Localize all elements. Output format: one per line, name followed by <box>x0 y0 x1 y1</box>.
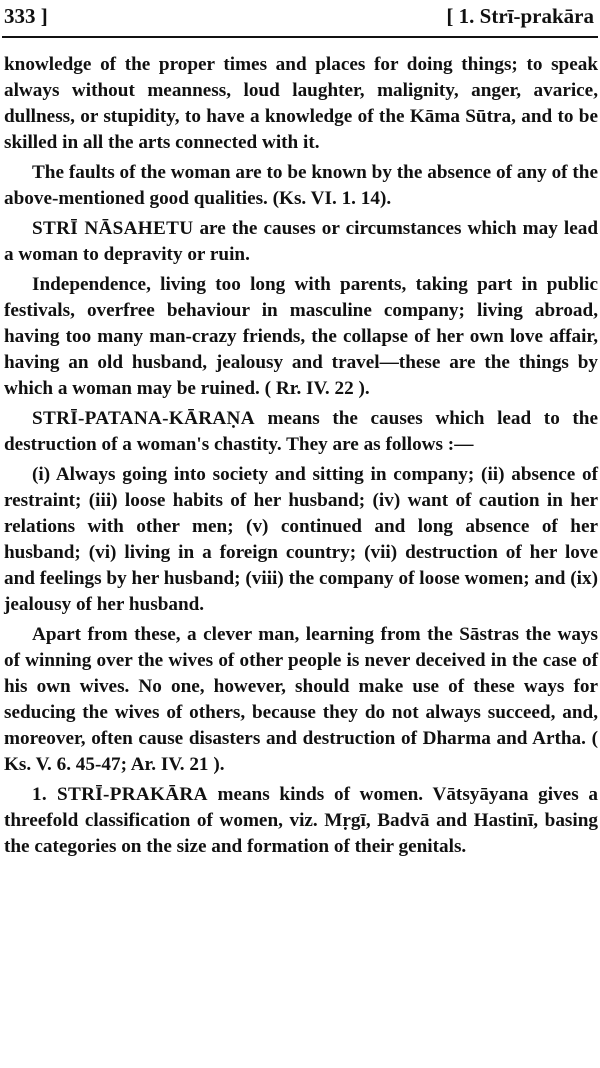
entry-term: 1. STRĪ-PRAKĀRA <box>32 784 208 805</box>
paragraph-text: Independence, living too long with parents, taking part in public festivals, overfree behaviour in masculine company; living abroad, having too many man-crazy friends, the collapse of her own love affair, having an old husband, jealousy and travel—these are the things by which a woman may be ruined. ( Rr. IV. 22 ). <box>4 274 598 399</box>
paragraph-causes-list <box>4 462 598 618</box>
page-body <box>4 52 598 864</box>
paragraph-faults <box>4 160 598 212</box>
entry-term: STRĪ-PATANA-KĀRAṆA <box>32 408 255 429</box>
entry-stri-patana-karana <box>4 406 598 458</box>
running-header <box>2 0 598 38</box>
page-number: 333 ] <box>4 4 48 28</box>
paragraph-continued <box>4 52 598 156</box>
entry-text: means the causes which lead to the destruction of a woman's chastity. They are as follows :— <box>4 408 598 455</box>
entry-stri-nasahetu <box>4 216 598 268</box>
paragraph-text: knowledge of the proper times and places for doing things; to speak always without meanness, loud laughter, malignity, anger, avarice, dullness, or stupidity, to have a knowledge of the Kāma Sūtra, and to be skilled in all the arts connected with it. <box>4 54 598 153</box>
entry-term: STRĪ NĀSAHETU <box>32 218 194 239</box>
paragraph-text: Apart from these, a clever man, learning from the Sāstras the ways of winning over the wives of other people is never deceived in the case of his own wives. No one, however, should make use of these ways for seducing the wives of others, because they do not always succeed, and, moreover, often cause disasters and destruction of Dharma and Artha. ( Ks. V. 6. 45-47; Ar. IV. 21 ). <box>4 624 598 775</box>
entry-stri-prakara <box>4 782 598 860</box>
paragraph-independence <box>4 272 598 402</box>
section-title: [ 1. Strī-prakāra <box>446 4 594 28</box>
entry-text: are the causes or circumstances which may lead a woman to depravity or ruin. <box>4 218 598 265</box>
paragraph-text: (i) Always going into society and sitting in company; (ii) absence of restraint; (iii) loose habits of her husband; (iv) want of caution in her relations with other men; (v) continued and long absence of her husband; (vi) living in a foreign country; (vii) destruction of her love and feelings by her husband; (viii) the company of loose women; and (ix) jealousy of her husband. <box>4 464 598 615</box>
paragraph-apart <box>4 622 598 778</box>
entry-text: means kinds of women. Vātsyāyana gives a threefold classification of women, viz. Mṛgī, Badvā and Hastinī, basing the categories on the size and formation of their genitals. <box>4 784 598 857</box>
paragraph-text: The faults of the woman are to be known by the absence of any of the above-mentioned good qualities. (Ks. VI. 1. 14). <box>4 162 598 209</box>
